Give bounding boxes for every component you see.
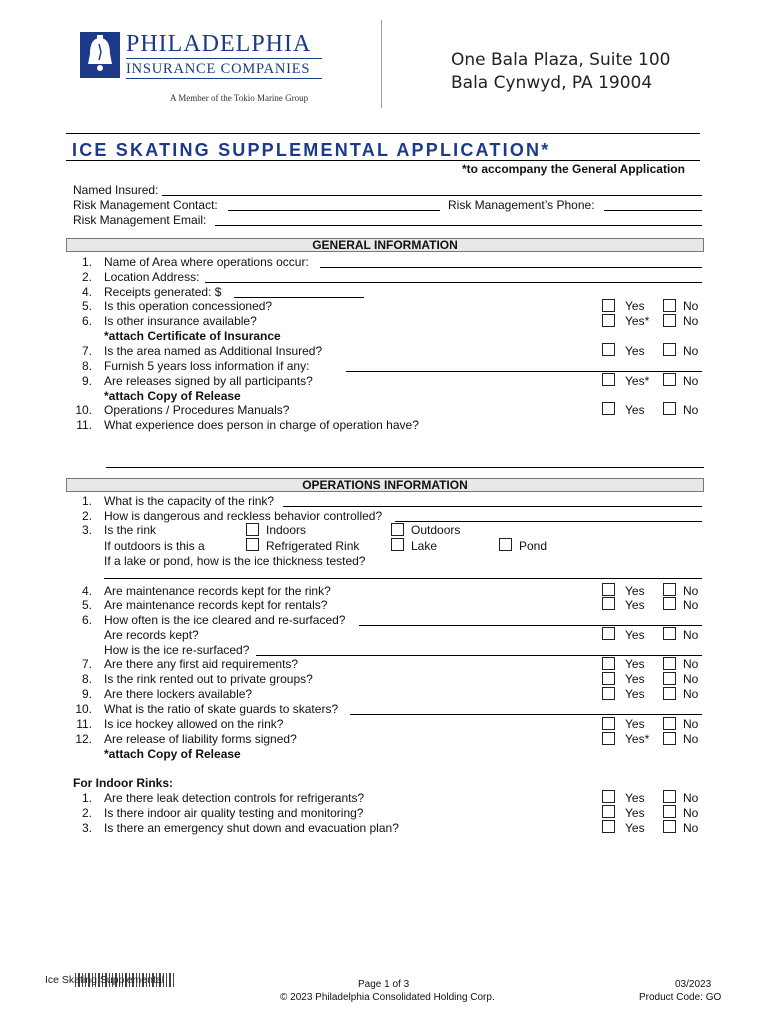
operations-q6-field[interactable] [359,625,702,626]
operations-q12-no-checkbox[interactable] [663,732,676,745]
operations-q6a-no-checkbox[interactable] [663,627,676,640]
yes-star-label: Yes* [625,732,650,746]
general-q9-note: *attach Copy of Release [104,389,241,403]
operations-q8-yes-checkbox[interactable] [602,672,615,685]
operations-q6b-field[interactable] [256,655,702,656]
operations-info-heading: OPERATIONS INFORMATION [66,478,704,492]
operations-q11: Is ice hockey allowed on the rink? [104,717,284,731]
yes-label: Yes [625,584,645,598]
rm-email-label: Risk Management Email: [73,213,207,227]
named-insured-label: Named Insured: [73,183,159,197]
no-label: No [683,299,699,313]
general-q9: Are releases signed by all participants? [104,374,313,388]
q-number: 5. [81,299,92,313]
operations-q9: Are there lockers available? [104,687,253,701]
no-label: No [683,403,699,417]
indoor-q1: Are there leak detection controls for refrigerants? [104,791,365,805]
q-number: 8. [81,672,92,686]
operations-q3: Is the rink [104,523,157,537]
liberty-bell-icon [80,32,120,78]
page-number: Page 1 of 3 [358,979,410,990]
operations-q12: Are release of liability forms signed? [104,732,297,746]
q-number: 6. [81,613,92,627]
pond-label: Pond [519,539,548,553]
operations-q6a: Are records kept? [104,628,199,642]
operations-q4: Are maintenance records kept for the rink? [104,584,331,598]
member-line: A Member of the Tokio Marine Group [170,93,309,103]
operations-q2: How is dangerous and reckless behavior controlled? [104,509,383,523]
general-q10-yes-checkbox[interactable] [602,402,615,415]
q-number: 4. [81,285,92,299]
general-q5: Is this operation concessioned? [104,299,273,313]
q-number: 9. [81,687,92,701]
indoors-checkbox[interactable] [246,523,259,536]
general-q6: Is other insurance available? [104,314,257,328]
operations-q10-field[interactable] [350,714,702,715]
q-number: 11. [76,418,92,432]
general-q2: Location Address: [104,270,200,284]
q-number: 10. [75,702,92,716]
refrigerated-rink-label: Refrigerated Rink [266,539,360,553]
operations-q11-yes-checkbox[interactable] [602,717,615,730]
yes-label: Yes [625,821,645,835]
form-date: 03/2023 [675,979,712,990]
no-label: No [683,806,699,820]
general-q4-field[interactable] [234,297,364,298]
operations-q5-yes-checkbox[interactable] [602,597,615,610]
operations-q6b: How is the ice re-surfaced? [104,643,250,657]
operations-q6a-yes-checkbox[interactable] [602,627,615,640]
q-number: 3. [81,821,92,835]
q-number: 8. [81,359,92,373]
yes-label: Yes [625,299,645,313]
operations-q12-note: *attach Copy of Release [104,747,241,761]
form-barcode [45,973,178,987]
general-q7-no-checkbox[interactable] [663,343,676,356]
named-insured-field[interactable] [162,195,702,196]
copyright: © 2023 Philadelphia Consolidated Holding Corp. [280,992,495,1003]
yes-label: Yes [625,717,645,731]
yes-label: Yes [625,806,645,820]
outdoors-label: Outdoors [411,523,461,537]
refrigerated-rink-checkbox[interactable] [246,538,259,551]
q-number: 7. [81,657,92,671]
lake-label: Lake [411,539,438,553]
operations-q9-no-checkbox[interactable] [663,687,676,700]
q-number: 2. [81,806,92,820]
general-q8: Furnish 5 years loss information if any: [104,359,310,373]
company-name: PHILADELPHIA [126,31,312,57]
rm-contact-label: Risk Management Contact: [73,198,218,212]
rm-contact-field[interactable] [228,210,440,211]
q-number: 10. [75,403,92,417]
yes-label: Yes [625,344,645,358]
no-label: No [683,628,699,642]
q-number: 11. [76,717,92,731]
operations-q10: What is the ratio of skate guards to skaters? [104,702,339,716]
q-number: 12. [75,732,92,746]
general-q6-note: *attach Certificate of Insurance [104,329,281,343]
lake-checkbox[interactable] [391,538,404,551]
operations-q6: How often is the ice cleared and re-surfaced? [104,613,346,627]
yes-label: Yes [625,657,645,671]
title-rule-bottom [66,160,700,161]
general-q9-yes-checkbox[interactable] [602,373,615,386]
no-label: No [683,598,699,612]
operations-q3-field[interactable] [104,578,702,579]
general-q10: Operations / Procedures Manuals? [104,403,290,417]
operations-q1-field[interactable] [283,506,702,507]
no-label: No [683,374,699,388]
page-title: ICE SKATING SUPPLEMENTAL APPLICATION* [72,140,551,160]
yes-label: Yes [625,672,645,686]
operations-q2-field[interactable] [395,521,702,522]
indoors-label: Indoors [266,523,307,537]
operations-q4-yes-checkbox[interactable] [602,583,615,596]
indoor-q3: Is there an emergency shut down and evacuation plan? [104,821,399,835]
page-subtitle: *to accompany the General Application [462,162,685,176]
general-q7-yes-checkbox[interactable] [602,343,615,356]
q-number: 7. [81,344,92,358]
operations-q3-outdoor: If outdoors is this a [104,539,205,553]
general-q4: Receipts generated: $ [104,285,222,299]
yes-label: Yes [625,687,645,701]
q-number: 1. [81,791,92,805]
operations-q3-thickness: If a lake or pond, how is the ice thickness tested? [104,554,366,568]
operations-q7-yes-checkbox[interactable] [602,657,615,670]
q-number: 6. [81,314,92,328]
general-q7: Is the area named as Additional Insured? [104,344,323,358]
general-q6-yes-checkbox[interactable] [602,314,615,327]
indoor-q1-no-checkbox[interactable] [663,790,676,803]
rm-phone-field[interactable] [604,210,702,211]
general-q8-field[interactable] [346,371,702,372]
no-label: No [683,821,699,835]
no-label: No [683,584,699,598]
no-label: No [683,717,699,731]
operations-q5-no-checkbox[interactable] [663,597,676,610]
operations-q8-no-checkbox[interactable] [663,672,676,685]
q-number: 9. [81,374,92,388]
pond-checkbox[interactable] [499,538,512,551]
operations-q12-yes-checkbox[interactable] [602,732,615,745]
q-number: 3. [81,523,92,537]
q-number: 5. [81,598,92,612]
q-number: 4. [81,584,92,598]
form-name: Ice Skating Supplemental [45,974,165,986]
operations-q7: Are there any first aid requirements? [104,657,299,671]
indoor-q2-yes-checkbox[interactable] [602,805,615,818]
operations-q1: What is the capacity of the rink? [104,494,275,508]
no-label: No [683,687,699,701]
operations-q4-no-checkbox[interactable] [663,583,676,596]
rm-phone-label: Risk Management’s Phone: [448,198,595,212]
address-line-2: Bala Cynwyd, PA 19004 [451,73,653,93]
general-q1-field[interactable] [320,267,702,268]
indoor-q1-yes-checkbox[interactable] [602,790,615,803]
no-label: No [683,672,699,686]
yes-label: Yes [625,598,645,612]
q-number: 1. [81,494,92,508]
company-subname: INSURANCE COMPANIES [126,61,311,77]
indoor-q2: Is there indoor air quality testing and monitoring? [104,806,364,820]
operations-q7-no-checkbox[interactable] [663,657,676,670]
operations-q8: Is the rink rented out to private groups? [104,672,313,686]
header-divider [381,20,382,108]
q-number: 2. [81,270,92,284]
title-rule-top [66,133,700,134]
no-label: No [683,732,699,746]
q-number: 1. [81,255,92,269]
address-line-1: One Bala Plaza, Suite 100 [451,50,671,70]
yes-label: Yes [625,628,645,642]
company-logo [80,32,330,107]
yes-star-label: Yes* [625,374,650,388]
general-q11: What experience does person in charge of operation have? [104,418,419,432]
general-info-heading: GENERAL INFORMATION [66,238,704,252]
general-q11-field[interactable] [106,467,704,468]
operations-q9-yes-checkbox[interactable] [602,687,615,700]
indoor-q3-no-checkbox[interactable] [663,820,676,833]
general-q1: Name of Area where operations occur: [104,255,309,269]
general-q5-yes-checkbox[interactable] [602,299,615,312]
indoor-rinks-heading: For Indoor Rinks: [73,776,173,790]
no-label: No [683,344,699,358]
general-q5-no-checkbox[interactable] [663,299,676,312]
operations-q11-no-checkbox[interactable] [663,717,676,730]
outdoors-checkbox[interactable] [391,523,404,536]
yes-label: Yes [625,791,645,805]
no-label: No [683,791,699,805]
general-q9-no-checkbox[interactable] [663,373,676,386]
general-q2-field[interactable] [205,282,702,283]
indoor-q2-no-checkbox[interactable] [663,805,676,818]
indoor-q3-yes-checkbox[interactable] [602,820,615,833]
general-q10-no-checkbox[interactable] [663,402,676,415]
product-code: Product Code: GO [639,992,722,1003]
yes-label: Yes [625,403,645,417]
operations-q5: Are maintenance records kept for rentals? [104,598,328,612]
no-label: No [683,657,699,671]
yes-star-label: Yes* [625,314,650,328]
rm-email-field[interactable] [215,225,702,226]
q-number: 2. [81,509,92,523]
no-label: No [683,314,699,328]
general-q6-no-checkbox[interactable] [663,314,676,327]
